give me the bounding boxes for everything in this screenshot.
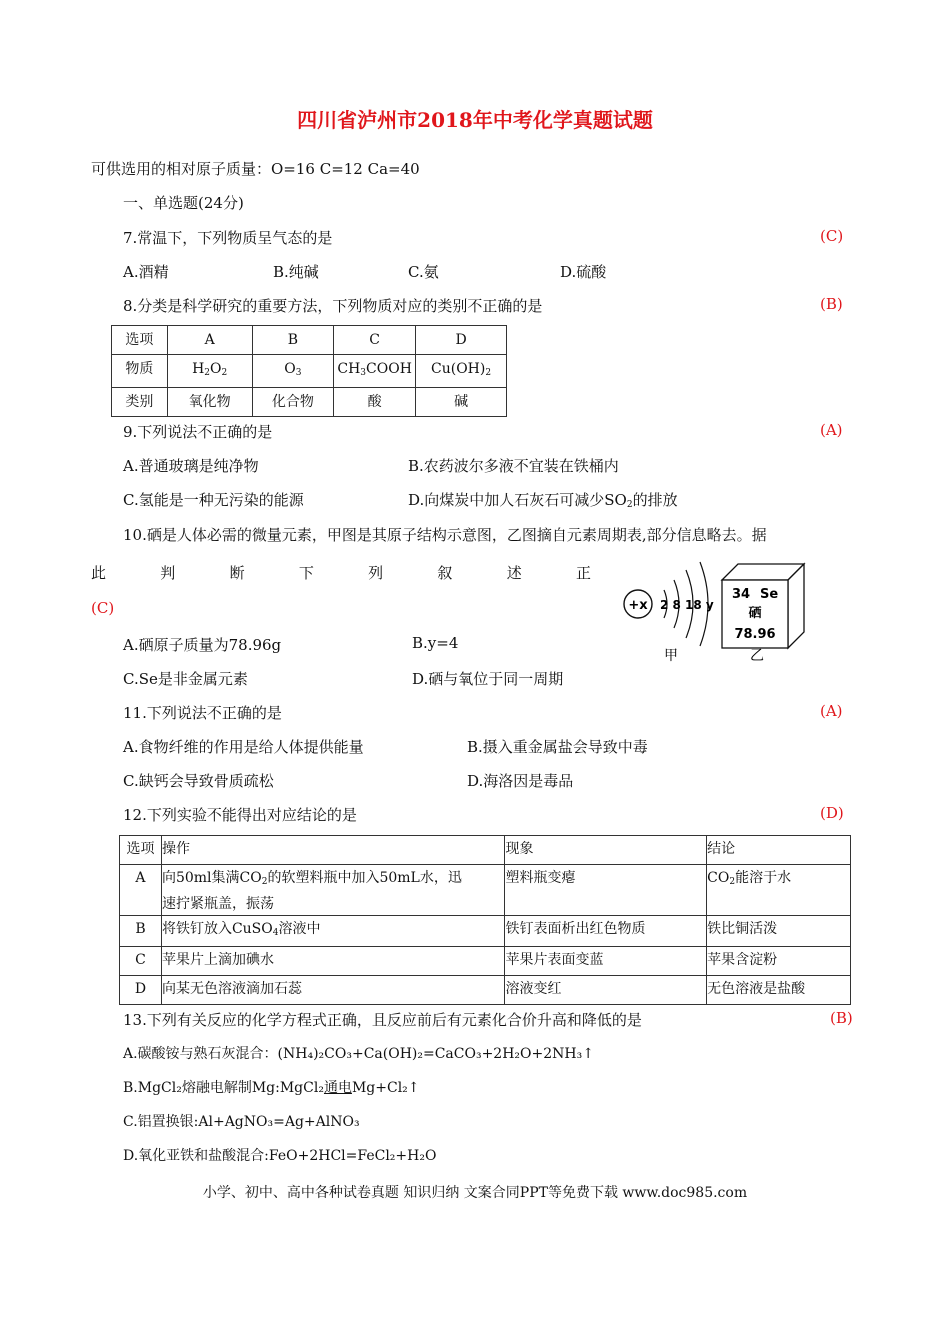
cell-text: 将铁钉放入CuSO bbox=[161, 921, 273, 937]
stem-char: 叙 bbox=[437, 564, 453, 582]
q9-answer: (A) bbox=[820, 421, 843, 439]
q10-option-c: C.Se是非金属元素 bbox=[123, 670, 248, 688]
table-cell: 现象 bbox=[505, 836, 707, 865]
table-cell: 溶液变红 bbox=[505, 976, 707, 1005]
subscript: 2 bbox=[626, 500, 633, 510]
option-text: 的排放 bbox=[632, 491, 678, 509]
q11-option-b: B.摄入重金属盐会导致中毒 bbox=[467, 738, 648, 756]
table-cell: 选项 bbox=[112, 326, 168, 355]
table-cell: B bbox=[120, 916, 162, 947]
element-name: 硒 bbox=[748, 606, 762, 621]
q11-stem: 11.下列说法不正确的是 bbox=[123, 704, 282, 722]
option-text: D.向煤炭中加人石灰石可减少SO bbox=[408, 491, 627, 509]
q7-option-c: C.氨 bbox=[408, 263, 439, 281]
table-cell: 操作 bbox=[161, 836, 505, 865]
option-text: B.MgCl₂熔融电解制Mg:MgCl₂ bbox=[123, 1080, 324, 1096]
q11-option-a: A.食物纤维的作用是给人体提供能量 bbox=[123, 738, 364, 756]
q9-option-c: C.氢能是一种无污染的能源 bbox=[123, 491, 304, 509]
element-symbol: Se bbox=[760, 587, 779, 602]
q8-stem: 8.分类是科学研究的重要方法，下列物质对应的类别不正确的是 bbox=[123, 297, 543, 315]
formula-part: H bbox=[192, 361, 205, 377]
q13-option-a: A.碳酸铵与熟石灰混合：(NH₄)₂CO₃+Ca(OH)₂=CaCO₃+2H₂O+2NH₃↑ bbox=[123, 1046, 594, 1062]
table-cell: 氧化物 bbox=[167, 388, 252, 417]
q13-option-d: D.氧化亚铁和盐酸混合:FeO+2HCl=FeCl₂+H₂O bbox=[123, 1148, 437, 1164]
cell-text: 溶液中 bbox=[278, 921, 321, 937]
formula-part: O bbox=[284, 361, 296, 377]
q13-option-b bbox=[123, 1077, 420, 1097]
nucleus-label: +x bbox=[628, 598, 648, 613]
table-row bbox=[120, 865, 851, 916]
section-heading: 一、单选题(24分) bbox=[123, 194, 244, 212]
cell-text: CO bbox=[707, 870, 730, 886]
subscript: 4 bbox=[272, 928, 279, 938]
q11-option-d: D.海洛因是毒品 bbox=[467, 772, 574, 790]
table-cell: 铁钉表面析出红色物质 bbox=[505, 916, 707, 947]
q12-answer: (D) bbox=[820, 804, 844, 822]
q11-option-c: C.缺钙会导致骨质疏松 bbox=[123, 772, 274, 790]
q12-stem: 12.下列实验不能得出对应结论的是 bbox=[123, 806, 357, 824]
subscript: 2 bbox=[221, 368, 228, 378]
page-title: 四川省泸州市2018年中考化学真题试题 bbox=[297, 108, 653, 132]
table-cell: 苹果片上滴加碘水 bbox=[161, 947, 505, 976]
q9-stem: 9.下列说法不正确的是 bbox=[123, 423, 273, 441]
q7-option-d: D.硫酸 bbox=[560, 263, 607, 281]
table-cell: A bbox=[167, 326, 252, 355]
periodic-table-cell bbox=[722, 564, 804, 664]
cell-text: 能溶于水 bbox=[735, 870, 792, 886]
table-cell: 塑料瓶变瘪 bbox=[505, 865, 707, 916]
table-cell bbox=[167, 355, 252, 388]
selenium-figure bbox=[612, 556, 842, 666]
q11-answer: (A) bbox=[820, 702, 843, 720]
stem-char: 判 bbox=[160, 564, 176, 582]
table-cell: 碱 bbox=[416, 388, 507, 417]
table-row bbox=[120, 916, 851, 947]
atomic-mass-note: 可供选用的相对原子质量：O=16 C=12 Ca=40 bbox=[91, 160, 420, 178]
option-text: Mg+Cl₂↑ bbox=[351, 1080, 420, 1096]
stem-char: 述 bbox=[506, 564, 522, 582]
reaction-condition: 通电 bbox=[323, 1080, 352, 1096]
table-row bbox=[112, 326, 507, 355]
atomic-number: 34 bbox=[732, 587, 751, 602]
table-row bbox=[120, 976, 851, 1005]
table-cell bbox=[707, 865, 851, 916]
q8-answer: (B) bbox=[820, 295, 843, 313]
figure-label-b: 乙 bbox=[750, 648, 764, 664]
table-row bbox=[120, 947, 851, 976]
table-row bbox=[112, 388, 507, 417]
subscript: 2 bbox=[485, 368, 492, 378]
q9-option-a: A.普通玻璃是纯净物 bbox=[123, 457, 259, 475]
atomic-mass: 78.96 bbox=[734, 627, 776, 642]
q13-answer: (B) bbox=[830, 1009, 853, 1027]
q7-option-b: B.纯碱 bbox=[273, 263, 319, 281]
atom-structure-diagram bbox=[624, 562, 714, 664]
q10-option-a: A.硒原子质量为78.96g bbox=[123, 636, 282, 654]
table-cell: 铁比铜活泼 bbox=[707, 916, 851, 947]
shell-electrons: 2 8 18 y bbox=[660, 598, 714, 612]
table-cell bbox=[416, 355, 507, 388]
table-cell: 苹果片表面变蓝 bbox=[505, 947, 707, 976]
page-footer: 小学、初中、高中各种试卷真题 知识归纳 文案合同PPT等免费下载 www.doc985.com bbox=[202, 1185, 748, 1201]
figure-label-a: 甲 bbox=[664, 648, 678, 664]
table-cell: 无色溶液是盐酸 bbox=[707, 976, 851, 1005]
cell-text: 的软塑料瓶中加入50mL水，迅 bbox=[267, 870, 462, 886]
table-cell: 酸 bbox=[334, 388, 416, 417]
q10-stem-line2 bbox=[91, 562, 591, 583]
table-cell bbox=[161, 916, 505, 947]
table-cell bbox=[252, 355, 334, 388]
formula-part: CH bbox=[337, 361, 361, 377]
q9-option-b: B.农药波尔多液不宜装在铁桶内 bbox=[408, 457, 619, 475]
q9-option-d bbox=[408, 489, 678, 510]
table-cell bbox=[161, 865, 505, 916]
q10-option-d: D.硒与氧位于同一周期 bbox=[412, 670, 564, 688]
q12-table bbox=[119, 835, 851, 1005]
table-cell: 选项 bbox=[120, 836, 162, 865]
table-cell: 向某无色溶液滴加石蕊 bbox=[161, 976, 505, 1005]
q7-stem: 7.常温下，下列物质呈气态的是 bbox=[123, 229, 333, 247]
formula-part: Cu(OH) bbox=[431, 361, 486, 377]
q7-option-a: A.酒精 bbox=[123, 263, 169, 281]
q7-answer: (C) bbox=[820, 227, 844, 245]
table-cell: D bbox=[416, 326, 507, 355]
subscript: 2 bbox=[729, 877, 736, 887]
table-cell bbox=[334, 355, 416, 388]
cell-text: 速拧紧瓶盖，振荡 bbox=[161, 896, 274, 912]
stem-char: 此 bbox=[91, 564, 107, 582]
subscript: 3 bbox=[295, 368, 302, 378]
formula-part: O bbox=[210, 361, 222, 377]
stem-char: 下 bbox=[298, 564, 314, 582]
q13-stem: 13.下列有关反应的化学方程式正确，且反应前后有元素化合价升高和降低的是 bbox=[123, 1011, 642, 1029]
table-cell: C bbox=[334, 326, 416, 355]
table-row bbox=[120, 836, 851, 865]
stem-char: 正 bbox=[575, 564, 591, 582]
stem-char: 断 bbox=[229, 564, 245, 582]
subscript: 2 bbox=[261, 877, 268, 887]
subscript: 2 bbox=[204, 368, 211, 378]
table-cell: 物质 bbox=[112, 355, 168, 388]
table-row bbox=[112, 355, 507, 388]
q13-option-c: C.铝置换银:Al+AgNO₃=Ag+AlNO₃ bbox=[123, 1114, 360, 1130]
subscript: 3 bbox=[360, 368, 367, 378]
stem-char: 列 bbox=[368, 564, 384, 582]
table-cell: D bbox=[120, 976, 162, 1005]
table-cell: 结论 bbox=[707, 836, 851, 865]
table-cell: 类别 bbox=[112, 388, 168, 417]
table-cell: 化合物 bbox=[252, 388, 334, 417]
q10-option-b: B.y=4 bbox=[412, 634, 459, 652]
q10-answer: (C) bbox=[91, 599, 115, 617]
q8-table bbox=[111, 325, 507, 417]
formula-part: COOH bbox=[366, 361, 412, 377]
table-cell: B bbox=[252, 326, 334, 355]
table-cell: 苹果含淀粉 bbox=[707, 947, 851, 976]
q10-stem: 10.硒是人体必需的微量元素，甲图是其原子结构示意图，乙图摘自元素周期表,部分信息略去。据 bbox=[123, 526, 767, 544]
table-cell: A bbox=[120, 865, 162, 916]
table-cell: C bbox=[120, 947, 162, 976]
cell-text: 向50ml集满CO bbox=[161, 870, 262, 886]
